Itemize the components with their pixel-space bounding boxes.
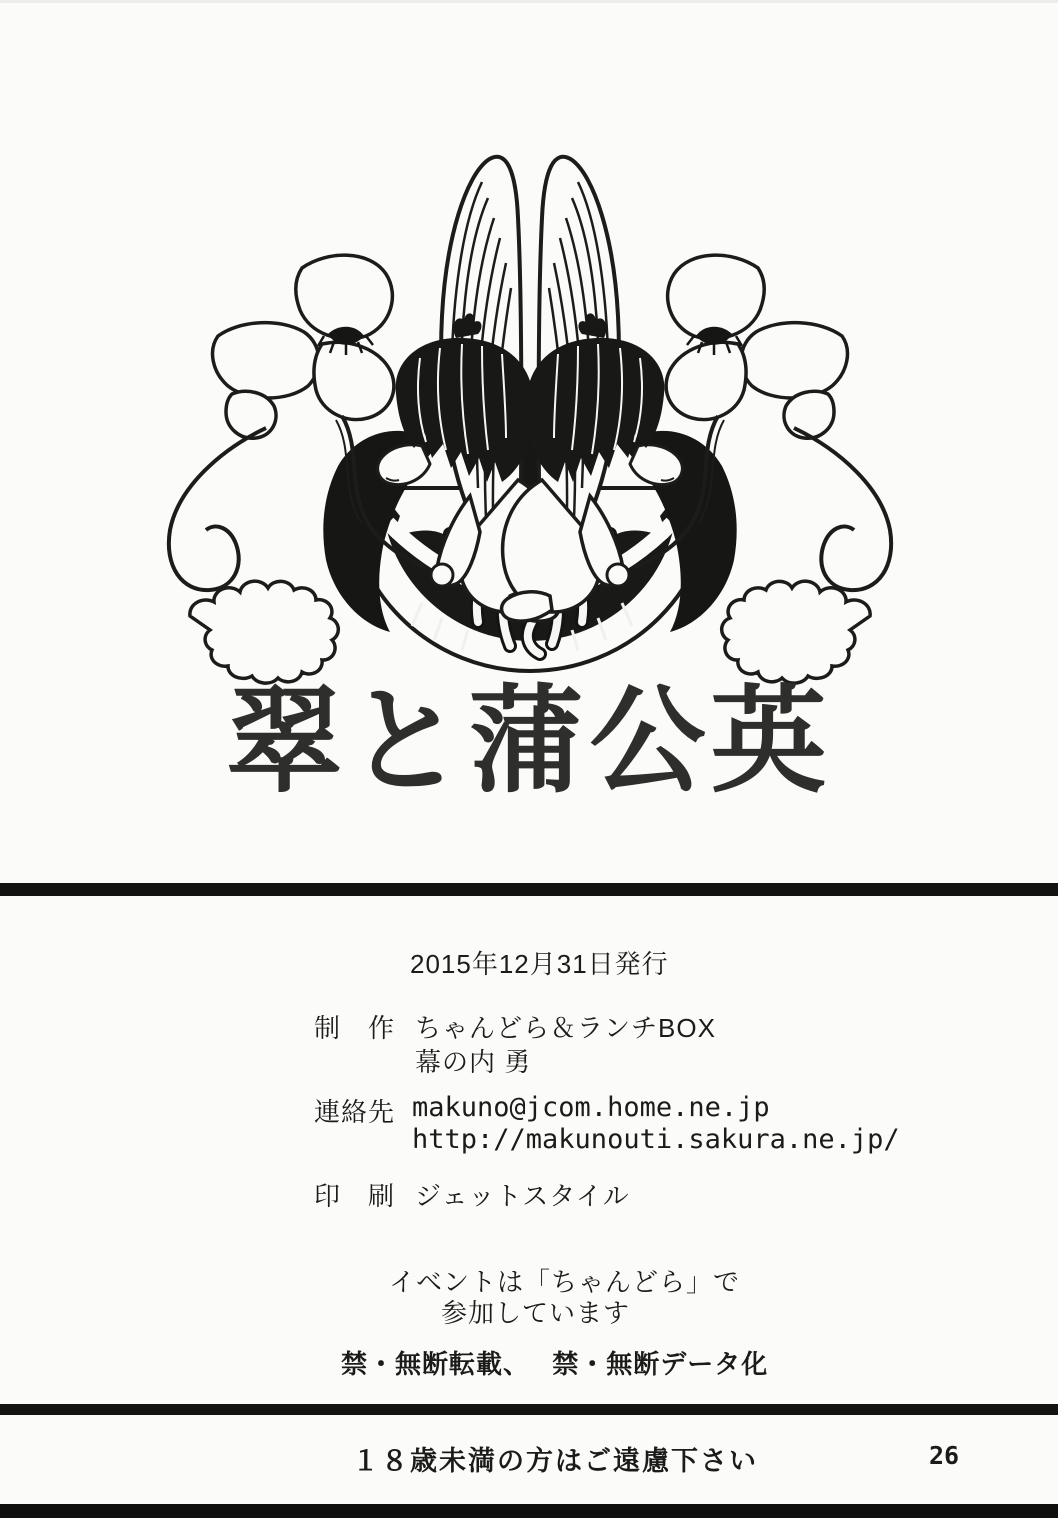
printing-value: ジェットスタイル — [415, 1181, 630, 1211]
footer-bottom-rule — [0, 1504, 1058, 1518]
publish-date: 2015年12月31日発行 — [410, 949, 669, 979]
winged-fairies-dandelion-emblem — [70, 98, 990, 698]
production-value: ちゃんどら＆ランチBOX — [415, 1013, 716, 1043]
age-restriction-notice: １８歳未満の方はご遠慮下さい — [352, 1446, 758, 1476]
event-note-line2: 参加しています — [441, 1298, 631, 1328]
section-divider-rule — [0, 883, 1058, 896]
prohibition-notice: 禁・無断転載、 禁・無断データ化 — [341, 1349, 769, 1379]
production-label: 制 作 — [314, 1013, 396, 1043]
contact-url: http://makunouti.sakura.ne.jp/ — [412, 1124, 900, 1155]
book-title: 翠と蒲公英 — [226, 674, 832, 809]
production-author: 幕の内 勇 — [415, 1047, 532, 1077]
footer-top-rule — [0, 1404, 1058, 1415]
contact-label: 連絡先 — [314, 1097, 396, 1127]
printing-label: 印 刷 — [314, 1181, 396, 1211]
contact-email: makuno@jcom.home.ne.jp — [412, 1092, 770, 1123]
event-note-line1: イベントは「ちゃんどら」で — [389, 1267, 741, 1297]
page-number: 26 — [929, 1441, 960, 1470]
scan-top-edge — [0, 0, 1058, 3]
